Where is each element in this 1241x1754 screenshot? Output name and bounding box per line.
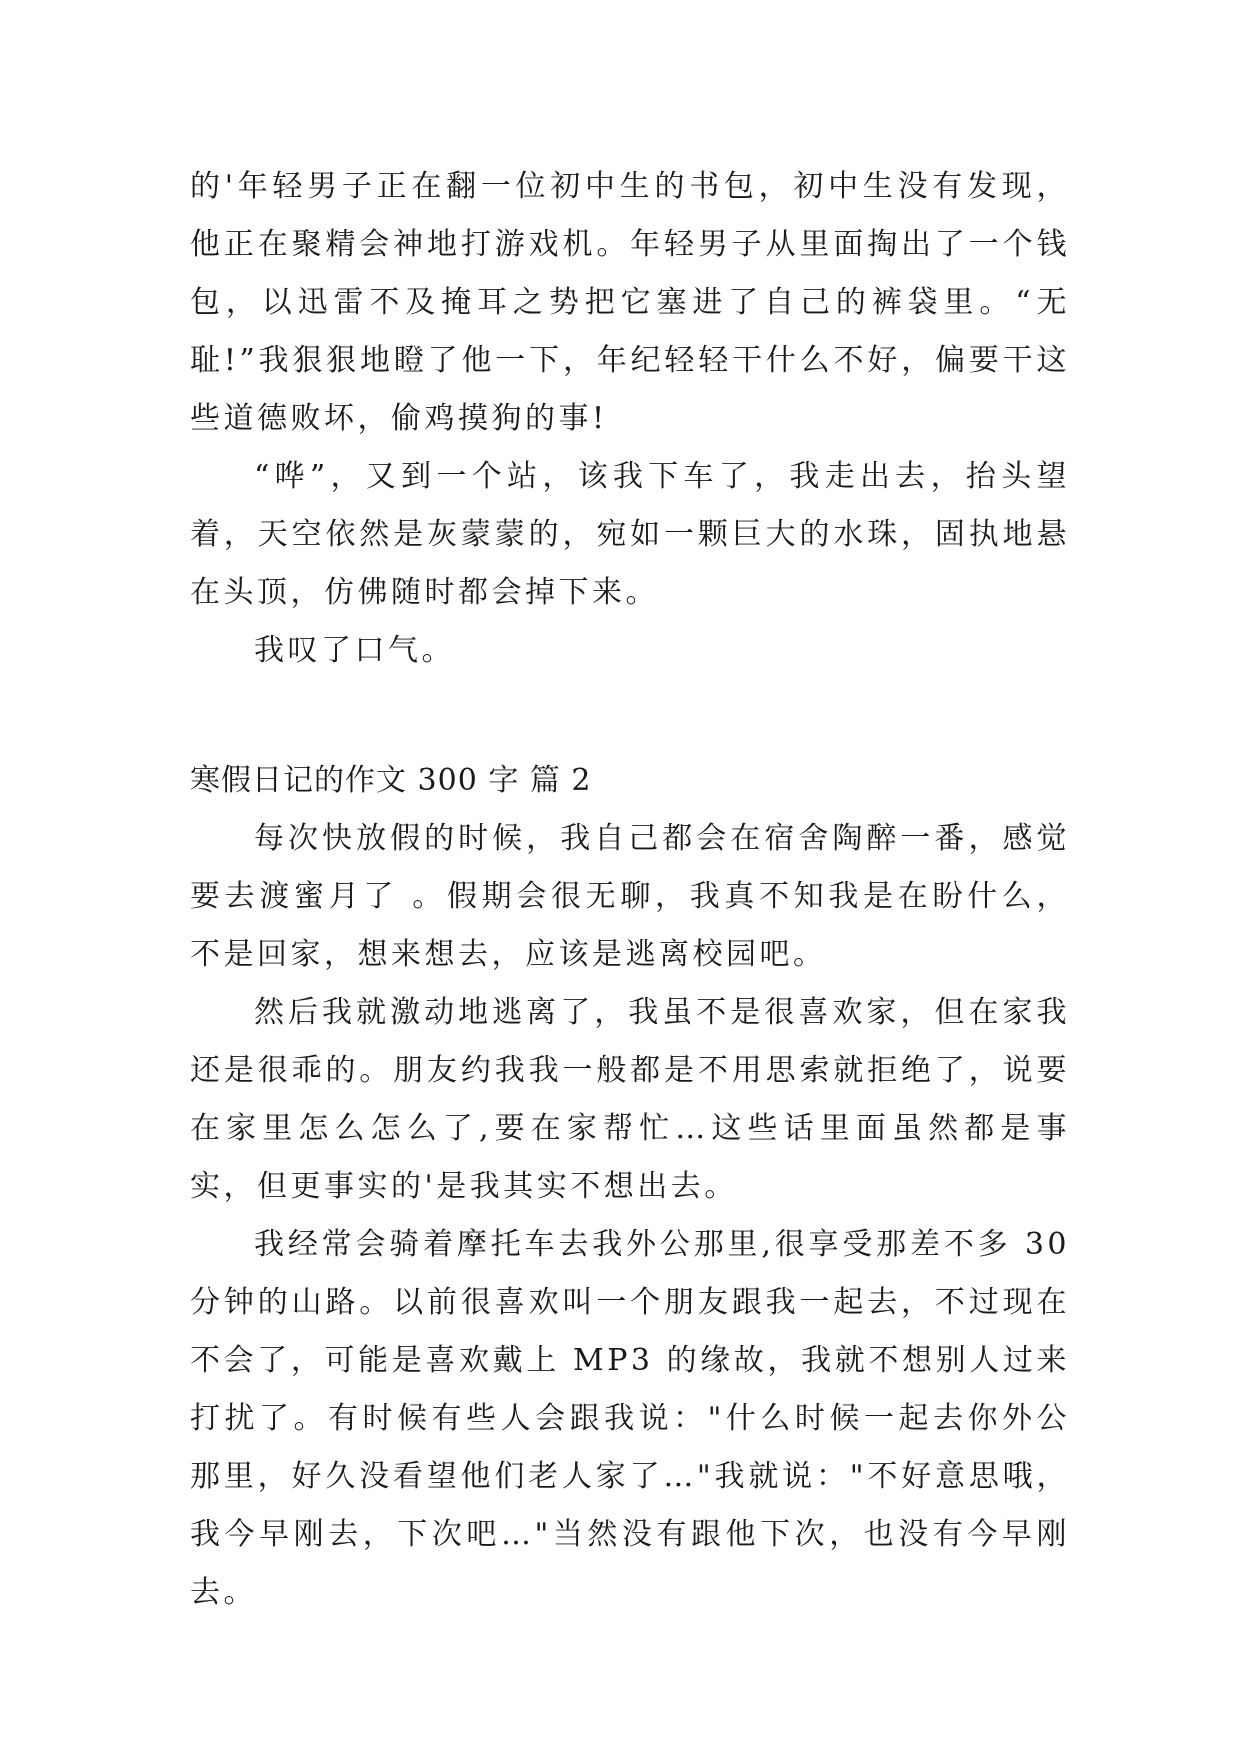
document-body	[190, 158, 1070, 1622]
paragraph-bus-stop: “哗”，又到一个站，该我下车了，我走出去，抬头望着，天空依然是灰蒙蒙的，宛如一颗巨大的水珠，固执地悬在头顶，仿佛随时都会掉下来。	[190, 459, 1070, 610]
paragraph-at-home: 然后我就激动地逃离了，我虽不是很喜欢家，但在家我还是很乖的。朋友约我我一般都是不用思索就拒绝了，说要在家里怎么怎么了,要在家帮忙…这些话里面虽然都是事实，但更事实的'是我其实不想出去。	[190, 995, 1070, 1204]
paragraph-pickpocket: 的'年轻男子正在翻一位初中生的书包，初中生没有发现，他正在聚精会神地打游戏机。年轻男子从里面掏出了一个钱包，以迅雷不及掩耳之势把它塞进了自己的裤袋里。“无耻!”我狠狠地瞪了他一下，年纪轻轻干什么不好，偏要干这些道德败坏，偷鸡摸狗的事!	[190, 169, 1070, 436]
section-2	[190, 752, 1070, 1622]
section-heading: 寒假日记的作文 300 字 篇 2	[190, 763, 592, 798]
paragraph-grandpa-visit: 我经常会骑着摩托车去我外公那里,很享受那差不多 30 分钟的山路。以前很喜欢叫一个朋友跟我一起去，不过现在不会了，可能是喜欢戴上 MP3 的缘故，我就不想别人过来打扰了。有时候有些人会跟我说："什么时候一起去你外公那里，好久没看望他们老人家了…"我就说："不好意思哦，我今早刚去，下次吧…"当然没有跟他下次，也没有今早刚去。	[190, 1227, 1070, 1610]
section-1	[190, 158, 1070, 680]
paragraph-sigh: 我叹了口气。	[254, 633, 455, 668]
paragraph-holiday-start: 每次快放假的时候，我自己都会在宿舍陶醉一番，感觉要去渡蜜月了 。假期会很无聊，我真不知我是在盼什么，不是回家，想来想去，应该是逃离校园吧。	[190, 821, 1070, 972]
